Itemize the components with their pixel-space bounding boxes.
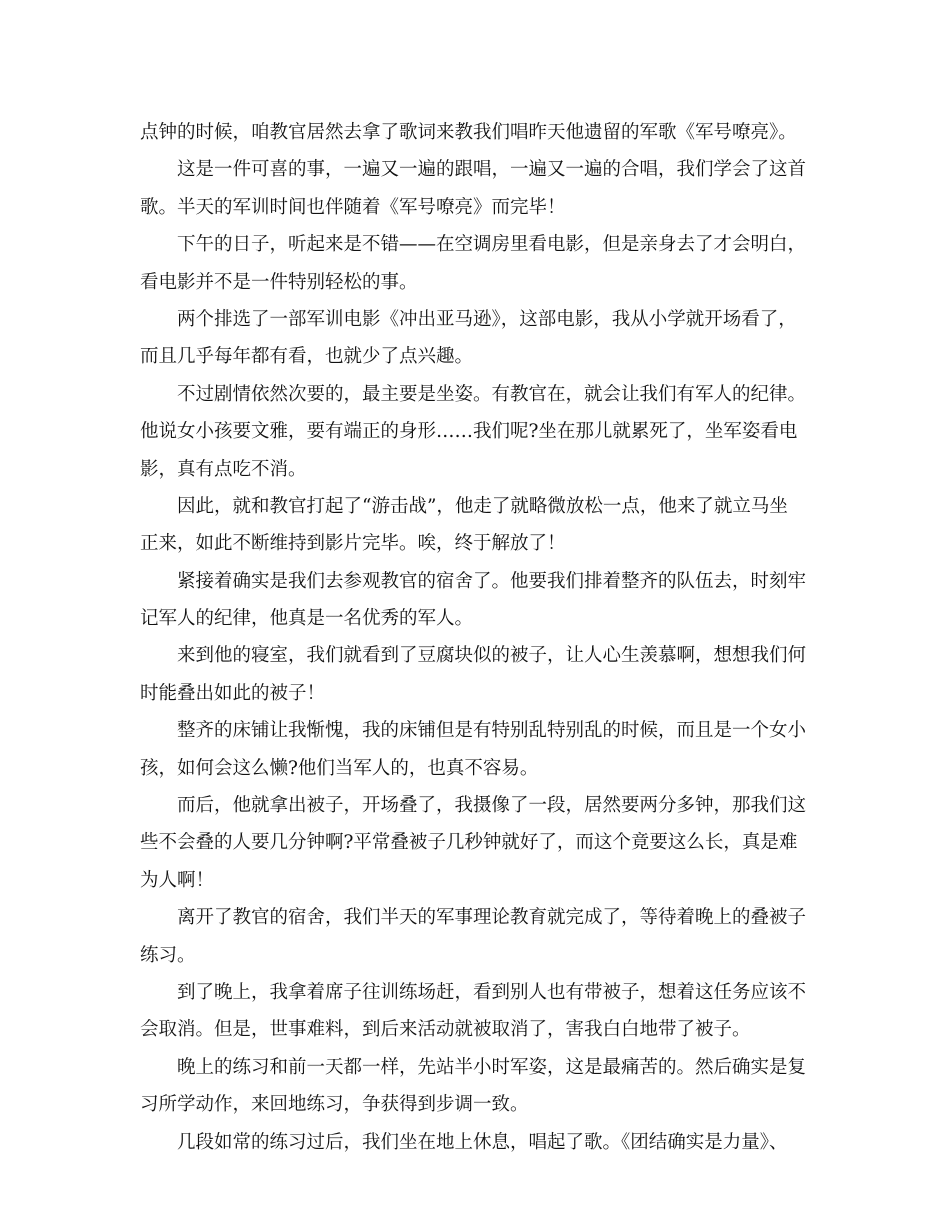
text-line: 些不会叠的人要几分钟啊?平常叠被子几秒钟就好了，而这个竟要这么长，真是难 bbox=[140, 832, 798, 854]
document-body bbox=[140, 114, 815, 1161]
text-line: 他说女小孩要文雅，要有端正的身形……我们呢?坐在那儿就累死了，坐军姿看电 bbox=[140, 421, 798, 443]
text-line: 孩，如何会这么懒?他们当军人的，也真不容易。 bbox=[140, 757, 539, 779]
text-line: 两个排选了一部军训电影《冲出亚马逊》，这部电影，我从小学就开场看了， bbox=[177, 308, 797, 330]
text-line: 记军人的纪律，他真是一名优秀的军人。 bbox=[140, 608, 474, 630]
text-line: 这是一件可喜的事，一遍又一遍的跟唱，一遍又一遍的合唱，我们学会了这首 bbox=[177, 159, 807, 181]
text-line: 紧接着确实是我们去参观教官的宿舍了。他要我们排着整齐的队伍去，时刻牢 bbox=[177, 570, 807, 592]
text-line: 为人啊！ bbox=[140, 869, 215, 891]
text-line: 时能叠出如此的被子！ bbox=[140, 682, 326, 704]
text-line: 而后，他就拿出被子，开场叠了，我摄像了一段，居然要两分多钟，那我们这 bbox=[177, 795, 807, 817]
text-line: 因此，就和教官打起了“游击战”，他走了就略微放松一点，他来了就立马坐 bbox=[177, 495, 788, 517]
text-line: 看电影并不是一件特别轻松的事。 bbox=[140, 271, 418, 293]
text-line: 下午的日子，听起来是不错——在空调房里看电影，但是亲身去了才会明白， bbox=[177, 234, 807, 256]
text-line: 影，真有点吃不消。 bbox=[140, 458, 307, 480]
text-line: 会取消。但是，世事难料，到后来活动就被取消了，害我白白地带了被子。 bbox=[140, 1019, 751, 1041]
text-line: 而且几乎每年都有看，也就少了点兴趣。 bbox=[140, 346, 474, 368]
text-line: 整齐的床铺让我惭愧，我的床铺但是有特别乱特别乱的时候，而且是一个女小 bbox=[177, 720, 807, 742]
text-line: 到了晚上，我拿着席子往训练场赶，看到别人也有带被子，想着这任务应该不 bbox=[177, 981, 807, 1003]
text-line: 正来，如此不断维持到影片完毕。唉，终于解放了！ bbox=[140, 533, 566, 555]
text-line: 歌。半天的军训时间也伴随着《军号嘹亮》而完毕！ bbox=[140, 196, 566, 218]
text-line: 点钟的时候，咱教官居然去拿了歌词来教我们唱昨天他遗留的军歌《军号嘹亮》。 bbox=[140, 122, 797, 143]
text-line: 晚上的练习和前一天都一样，先站半小时军姿，这是最痛苦的。然后确实是复 bbox=[177, 1056, 807, 1078]
text-line: 不过剧情依然次要的，最主要是坐姿。有教官在，就会让我们有军人的纪律。 bbox=[177, 383, 807, 405]
text-line: 来到他的寝室，我们就看到了豆腐块似的被子，让人心生羡慕啊，想想我们何 bbox=[177, 645, 807, 667]
text-line: 几段如常的练习过后，我们坐在地上休息，唱起了歌。《团结确实是力量》、 bbox=[177, 1131, 788, 1153]
text-line: 习所学动作，来回地练习，争获得到步调一致。 bbox=[140, 1094, 529, 1116]
text-line: 离开了教官的宿舍，我们半天的军事理论教育就完成了，等待着晚上的叠被子 bbox=[177, 907, 807, 929]
text-line: 练习。 bbox=[140, 944, 196, 966]
